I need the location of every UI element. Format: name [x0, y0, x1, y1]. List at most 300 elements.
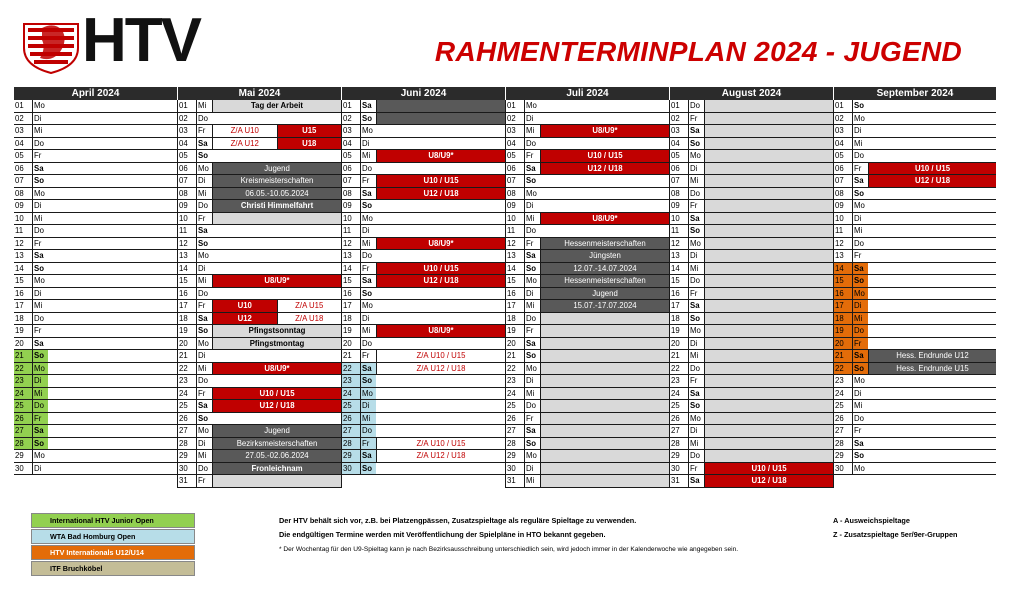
weekday: Fr — [852, 163, 868, 175]
day-number: 18 — [834, 313, 852, 325]
event-cell: U8/U9* — [540, 125, 669, 137]
weekday: Sa — [196, 225, 212, 237]
weekday: Di — [196, 350, 212, 362]
day-number: 29 — [671, 451, 680, 460]
day-row — [506, 413, 669, 426]
day-row — [14, 413, 177, 426]
weekday: Mi — [524, 300, 540, 312]
weekday: Do — [852, 238, 868, 250]
weekday: Mi — [196, 450, 212, 462]
day-row — [178, 213, 341, 226]
event-cell: Pfingstsonntag — [212, 325, 341, 337]
weekday: Fr — [360, 175, 376, 187]
day-row — [506, 388, 669, 401]
day-row — [342, 388, 505, 401]
event-cell: Hess. Endrunde U15 — [868, 363, 996, 375]
day-row — [506, 125, 669, 138]
day-row — [506, 400, 669, 413]
day-row — [834, 175, 996, 188]
day-number: 28 — [507, 438, 516, 448]
day-number: 25 — [179, 401, 188, 410]
weekday: Di — [360, 400, 376, 412]
day-row — [506, 100, 669, 113]
weekday: Sa — [688, 125, 704, 137]
weekday: Mo — [524, 275, 540, 287]
day-number: 25 — [835, 401, 844, 410]
day-row — [670, 400, 833, 413]
weekday: Mi — [524, 388, 540, 400]
day-number: 13 — [835, 251, 844, 260]
weekday: Fr — [688, 463, 704, 475]
day-row — [670, 350, 833, 363]
weekday: Di — [852, 125, 868, 137]
weekday: Fr — [196, 213, 212, 225]
abbr-ausweich: A - Ausweichspieltage — [833, 516, 910, 525]
day-row — [342, 138, 505, 151]
day-number: 14 — [343, 263, 352, 273]
page-title: RAHMENTERMINPLAN 2024 - JUGEND — [434, 36, 962, 67]
day-number: 28 — [671, 438, 680, 448]
weekday: Fr — [688, 113, 704, 125]
weekday: Fr — [360, 350, 376, 362]
weekday: Mo — [32, 188, 48, 200]
event-cell — [704, 250, 833, 262]
day-number: 31 — [179, 476, 188, 485]
weekday: So — [688, 225, 704, 237]
day-number: 28 — [179, 438, 188, 448]
legend-item: WTA Bad Homburg Open — [31, 529, 195, 544]
day-number: 12 — [507, 238, 516, 248]
day-row — [670, 300, 833, 313]
abbr-zusatz: Z - Zusatzspieltage 5er/9er-Gruppen — [833, 530, 958, 539]
weekday: Do — [852, 325, 868, 337]
event-cell — [704, 375, 833, 387]
day-row — [670, 450, 833, 463]
weekday: Mo — [360, 213, 376, 225]
day-row — [14, 213, 177, 226]
day-number: 07 — [507, 176, 516, 185]
event-cell: Z/A U15 — [277, 300, 342, 312]
day-number: 17 — [671, 301, 680, 310]
day-row — [670, 150, 833, 163]
day-number: 27 — [671, 426, 680, 435]
note-u9-weekday: * Der Wochentag für den U9-Spieltag kann je nach Bezirksausschreibung unterschiedlich sein, wird jedoch immer in der Kalenderwoche wie angegeben sein. — [279, 546, 739, 553]
weekday: Mo — [524, 100, 540, 112]
weekday: Sa — [360, 275, 376, 287]
day-row — [834, 263, 996, 276]
day-number: 05 — [507, 151, 516, 160]
event-cell: U8/U9* — [212, 363, 341, 375]
day-row — [506, 313, 669, 326]
day-row — [670, 138, 833, 151]
weekday: Do — [852, 413, 868, 425]
day-number: 27 — [342, 425, 360, 437]
day-row — [342, 438, 505, 451]
day-row — [506, 213, 669, 226]
event-cell: Z/A U10 / U15 — [376, 438, 505, 450]
day-row — [342, 450, 505, 463]
day-number: 22 — [342, 363, 360, 375]
event-cell: 06.05.-10.05.2024 — [212, 188, 341, 200]
day-row — [834, 375, 996, 388]
day-row — [834, 113, 996, 126]
weekday: So — [688, 138, 704, 150]
weekday: Fr — [196, 125, 212, 137]
day-number: 31 — [507, 476, 516, 485]
weekday: So — [360, 375, 376, 387]
day-number: 26 — [671, 413, 680, 423]
day-number: 12 — [343, 238, 352, 248]
weekday: Do — [852, 150, 868, 162]
weekday: Do — [196, 200, 212, 212]
day-row — [834, 325, 996, 338]
day-number: 13 — [179, 251, 188, 260]
day-number: 08 — [343, 188, 352, 198]
weekday: Mi — [196, 100, 212, 112]
day-number: 03 — [671, 126, 680, 135]
weekday: So — [852, 450, 868, 462]
weekday: Sa — [688, 300, 704, 312]
event-cell: U12 / U18 — [540, 163, 669, 175]
weekday: Mo — [32, 100, 48, 112]
day-row — [14, 338, 177, 351]
weekday: Di — [360, 138, 376, 150]
day-number: 30 — [342, 463, 360, 475]
event-cell — [704, 275, 833, 287]
day-row — [834, 450, 996, 463]
weekday: Sa — [688, 213, 704, 225]
weekday: Mo — [196, 425, 212, 437]
day-row — [342, 350, 505, 363]
day-number: 20 — [834, 338, 852, 350]
event-cell: U8/U9* — [540, 213, 669, 225]
day-number: 15 — [507, 276, 516, 285]
day-row — [670, 338, 833, 351]
weekday: Mi — [688, 263, 704, 275]
weekday: Di — [360, 313, 376, 325]
day-row — [178, 163, 341, 176]
day-number: 11 — [507, 226, 516, 235]
day-number: 05 — [343, 151, 352, 160]
day-row — [14, 425, 177, 438]
note-final-dates: Die endgültigen Termine werden mit Veröffentlichung der Spielpläne in HTO bekannt gegeben. — [279, 530, 606, 539]
day-number: 20 — [179, 338, 188, 348]
day-row — [670, 113, 833, 126]
day-number: 09 — [179, 201, 188, 210]
day-number: 20 — [15, 338, 24, 348]
month-header: Juli 2024 — [506, 87, 669, 100]
day-row — [14, 450, 177, 463]
day-number: 23 — [342, 375, 360, 387]
day-number: 24 — [342, 388, 360, 400]
day-number: 21 — [14, 350, 32, 362]
day-row — [342, 363, 505, 376]
day-row — [670, 100, 833, 113]
day-number: 02 — [507, 113, 516, 123]
day-row — [342, 300, 505, 313]
day-row — [506, 450, 669, 463]
day-row — [670, 200, 833, 213]
event-cell — [540, 400, 669, 412]
weekday: Mo — [196, 163, 212, 175]
day-number: 19 — [671, 326, 680, 335]
day-row — [178, 275, 341, 288]
event-cell: U10 / U15 — [376, 175, 505, 187]
weekday: Di — [196, 175, 212, 187]
day-row — [506, 200, 669, 213]
day-number: 13 — [343, 251, 352, 260]
day-row — [834, 225, 996, 238]
day-row — [342, 100, 505, 113]
day-row — [670, 225, 833, 238]
day-number: 04 — [671, 138, 680, 148]
event-cell: U10 / U15 — [868, 163, 996, 175]
day-number: 01 — [179, 101, 188, 110]
day-number: 08 — [15, 188, 24, 198]
day-row — [506, 250, 669, 263]
event-cell: U12 / U18 — [212, 400, 341, 412]
day-row — [178, 325, 341, 338]
day-row — [506, 438, 669, 451]
event-cell: U10 / U15 — [376, 263, 505, 275]
day-row — [506, 113, 669, 126]
event-cell — [212, 475, 341, 487]
weekday: Di — [360, 225, 376, 237]
day-row — [834, 275, 996, 288]
day-row — [342, 338, 505, 351]
day-number: 19 — [179, 326, 188, 335]
weekday: Di — [688, 425, 704, 437]
weekday: Di — [688, 338, 704, 350]
day-row — [14, 363, 177, 376]
month-header: Mai 2024 — [178, 87, 341, 100]
weekday: Do — [360, 250, 376, 262]
weekday: So — [524, 263, 540, 275]
day-row — [342, 113, 505, 126]
day-row — [178, 475, 341, 488]
weekday: Do — [688, 188, 704, 200]
weekday: Mo — [524, 188, 540, 200]
day-row — [506, 425, 669, 438]
weekday: Do — [688, 363, 704, 375]
weekday: Di — [852, 213, 868, 225]
day-number: 18 — [671, 313, 680, 323]
day-number: 23 — [179, 376, 188, 385]
day-number: 22 — [14, 363, 32, 375]
day-number: 10 — [343, 213, 352, 223]
weekday: Mo — [360, 125, 376, 137]
day-row — [506, 175, 669, 188]
weekday: Fr — [196, 475, 212, 487]
weekday: Mi — [360, 413, 376, 425]
event-cell: U10 / U15 — [704, 463, 833, 475]
day-number: 21 — [834, 350, 852, 362]
day-number: 03 — [15, 126, 24, 135]
event-cell: U12 — [212, 313, 277, 325]
day-row — [342, 313, 505, 326]
weekday: Di — [524, 463, 540, 475]
day-number: 16 — [671, 288, 680, 298]
day-number: 27 — [14, 425, 32, 437]
day-number: 14 — [507, 263, 516, 273]
day-row — [834, 213, 996, 226]
legend-item: International HTV Junior Open — [31, 513, 195, 528]
weekday: Fr — [688, 288, 704, 300]
day-row — [342, 188, 505, 201]
month-header: August 2024 — [670, 87, 833, 100]
day-number: 18 — [15, 313, 24, 323]
event-cell: Z/A U12 / U18 — [376, 450, 505, 462]
day-number: 29 — [15, 451, 24, 460]
day-number: 08 — [835, 188, 844, 198]
event-cell: U8/U9* — [376, 325, 505, 337]
weekday: Sa — [360, 188, 376, 200]
day-number: 11 — [179, 226, 188, 235]
event-cell — [704, 413, 833, 425]
day-row — [834, 300, 996, 313]
weekday: So — [196, 238, 212, 250]
day-number: 29 — [342, 450, 360, 462]
day-number: 01 — [835, 101, 844, 110]
day-row — [834, 238, 996, 251]
weekday: Di — [32, 288, 48, 300]
day-number: 25 — [342, 400, 360, 412]
day-row — [14, 200, 177, 213]
day-row — [670, 313, 833, 326]
weekday: Sa — [688, 388, 704, 400]
weekday: Do — [688, 100, 704, 112]
day-number: 12 — [15, 238, 24, 248]
day-row — [670, 363, 833, 376]
day-row — [178, 200, 341, 213]
day-row — [178, 250, 341, 263]
day-number: 21 — [343, 351, 352, 360]
event-cell: U12 / U18 — [376, 275, 505, 287]
weekday: Sa — [32, 338, 48, 350]
day-row — [834, 413, 996, 426]
day-number: 16 — [834, 288, 852, 300]
day-number: 23 — [835, 376, 844, 385]
day-number: 07 — [671, 176, 680, 185]
day-row — [14, 350, 177, 363]
day-row — [670, 425, 833, 438]
day-row — [506, 238, 669, 251]
weekday: Mo — [360, 388, 376, 400]
day-row — [342, 200, 505, 213]
event-cell — [540, 350, 669, 362]
day-number: 23 — [671, 376, 680, 385]
weekday: Do — [688, 450, 704, 462]
day-number: 01 — [343, 101, 352, 110]
day-number: 09 — [835, 201, 844, 210]
day-number: 16 — [15, 288, 24, 298]
event-cell: Hessenmeisterschaften — [540, 275, 669, 287]
weekday: Mo — [688, 150, 704, 162]
weekday: Sa — [360, 450, 376, 462]
weekday: So — [852, 363, 868, 375]
day-number: 26 — [179, 413, 188, 423]
weekday: Sa — [32, 425, 48, 437]
day-number: 03 — [835, 126, 844, 135]
weekday: So — [688, 313, 704, 325]
day-row — [14, 188, 177, 201]
day-number: 04 — [507, 138, 516, 148]
weekday: Mi — [196, 188, 212, 200]
day-number: 02 — [343, 113, 352, 123]
day-row — [178, 438, 341, 451]
day-row — [670, 288, 833, 301]
weekday: Fr — [852, 338, 868, 350]
weekday: Mi — [32, 125, 48, 137]
day-number: 17 — [834, 300, 852, 312]
day-number: 26 — [835, 413, 844, 423]
day-number: 10 — [507, 213, 516, 223]
event-cell — [704, 125, 833, 137]
weekday: Di — [852, 388, 868, 400]
weekday: Di — [524, 375, 540, 387]
weekday: Mo — [688, 325, 704, 337]
weekday: So — [196, 150, 212, 162]
event-cell — [704, 313, 833, 325]
day-number: 30 — [671, 463, 680, 473]
day-number: 04 — [343, 138, 352, 148]
weekday: Fr — [524, 325, 540, 337]
day-row — [342, 250, 505, 263]
day-number: 01 — [15, 101, 24, 110]
weekday: Mi — [688, 175, 704, 187]
day-row — [506, 263, 669, 276]
weekday: Mi — [32, 388, 48, 400]
day-row — [178, 375, 341, 388]
event-cell — [704, 263, 833, 275]
month-header: Juni 2024 — [342, 87, 505, 100]
event-cell: 15.07.-17.07.2024 — [540, 300, 669, 312]
day-row — [834, 250, 996, 263]
day-row — [178, 338, 341, 351]
weekday: Sa — [852, 175, 868, 187]
day-number: 01 — [507, 101, 516, 110]
event-cell: U8/U9* — [376, 150, 505, 162]
day-row — [506, 275, 669, 288]
event-cell: 12.07.-14.07.2024 — [540, 263, 669, 275]
day-row — [342, 425, 505, 438]
day-number: 11 — [15, 226, 24, 235]
day-number: 15 — [834, 275, 852, 287]
day-number: 30 — [179, 463, 188, 473]
weekday: Fr — [688, 375, 704, 387]
day-number: 14 — [671, 263, 680, 273]
month-header: April 2024 — [14, 87, 177, 100]
legend-item: HTV Internationals U12/U14 — [31, 545, 195, 560]
day-number: 01 — [671, 101, 680, 110]
event-cell — [704, 238, 833, 250]
event-cell — [704, 150, 833, 162]
day-row — [342, 225, 505, 238]
weekday: So — [360, 200, 376, 212]
day-number: 30 — [507, 463, 516, 473]
day-row — [14, 175, 177, 188]
day-row — [342, 325, 505, 338]
day-row — [670, 475, 833, 488]
day-row — [342, 175, 505, 188]
event-cell — [704, 288, 833, 300]
day-row — [670, 213, 833, 226]
day-number: 08 — [507, 188, 516, 198]
day-number: 27 — [179, 426, 188, 435]
day-row — [14, 288, 177, 301]
weekday: Mi — [524, 475, 540, 487]
day-number: 03 — [179, 126, 188, 135]
